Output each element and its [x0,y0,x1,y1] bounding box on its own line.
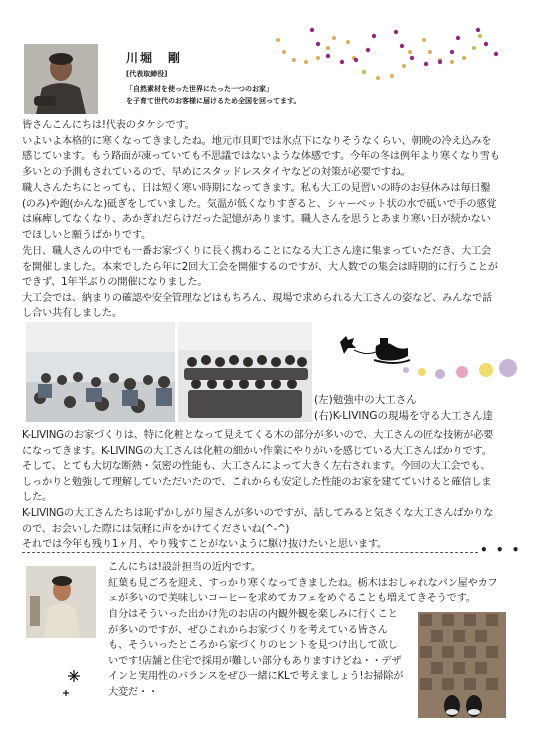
ceo-photo [24,44,98,114]
caption-left: (左)勉強中の大工さん [314,394,417,406]
color-dots-decoration [400,346,520,386]
cafe-floor-photo [418,612,506,718]
ceo-name: 川堀 剛 [126,51,183,65]
ceo-message-paragraph-2: 職人さんたちにとっても、日は短く寒い時期になってきます。私も大工の見習いの時のお昼休みは毎日鑿(のみ)や鉋(かんな)砥ぎをしていました。気温が低くなりすぎると、シャーベット状の水で砥いで手の感覚は麻痺してなくなり、あかぎれだらけだった記憶があります。職人さんを思うとあまり寒い日が続かないでほしいと願うばかりです。 [22,183,497,241]
ceo-tagline-2: を子育て世代のお客様に届けるため全国を回ってます。 [126,97,301,105]
designer-body: 自分はそういった出かけ先のお店の内観外観を楽しみに行くことが多いのですが、ぜひこれからお家づくりを考えている皆さんも、そういったところから家づくりのヒントを見つけ出して欲しいです!店舗と住宅で採用が難しい部分もありますけどね・・デザインと実用性のバランスをぜひ一緒にKLで考えましょう!お掃除が大変だ・・ [108,609,404,698]
caption-right: (右)K-LIVINGの現場を守る大工さん達 [314,410,493,422]
meeting-photo-right [178,322,312,422]
meeting-photo-left [26,322,175,422]
ceo-message-paragraph-3: 先日、職人さんの中でも一番お家づくりに長く携わることになる大工さん達に集まっていただき、大工会を開催しました。本来でしたら年に2回大工会を開催するのですが、大人数での集会は時期的に行うことができず、1年半ぶりの開催になりました。 大工会では、納まりの確認や安全管理などはもちろん、現場で求められる大工さんの姿など、みんなで話し合い共有しました。 [22,246,498,320]
designer-intro: こんにちは!設計担当の近内です。 紅葉も見ごろを迎え、すっかり寒くなってきましたね。栃木はおしゃれなパン屋やカフェが多いので美味しいコーヒーを求めてカフェをめぐることも増えてきそうです。 [108,562,498,605]
ceo-role: [代表取締役] [126,70,168,78]
ceo-message-paragraph-1: 皆さんこんにちは!代表のタケシです。 いよいよ本格的に寒くなってきましたね。地元市貝町では氷点下になりそうなくらい、朝晩の冷え込みを感じています。もう路面が凍っていても不思議ではないような体感です。今年の冬は例年より寒くなり雪も多いとの予測もされているので、早めにスタッドレスタイヤなどの対策が必要ですね。 [22,120,500,178]
ceo-tagline-1: 「自然素材を使った世界にたった一つのお家」 [126,85,273,93]
sparkle-icon [62,668,92,698]
closing-paragraph: K-LIVINGのお家づくりは、特に化粧となって見えてくる木の部分が多いので、大工さんの匠な技術が必要になってきます。K-LIVINGの大工さんは化粧の細かい作業にやりがいを感じている大工さんばかりです。そして、とても大切な断熱・気密の性能も、大工さんによって大きく左右されます。今回の大工会でも、しっかりと勉強して理解していただいたので、これからも安定した性能のお家を建てていけると確信しました。 K-LIVINGの大工さんたちは恥ずかしがり屋さんが多いのですが、話してみると気さくな大工さんばかりなので、お会いした際には気軽に声をかけてくださいね(^-^) それでは今年も残り1ヶ月、やり残すことがないように駆け抜けたいと思います。 [22,430,494,551]
ellipsis-decoration: • • • [480,543,522,557]
designer-photo [26,566,96,638]
section-divider [22,552,478,553]
